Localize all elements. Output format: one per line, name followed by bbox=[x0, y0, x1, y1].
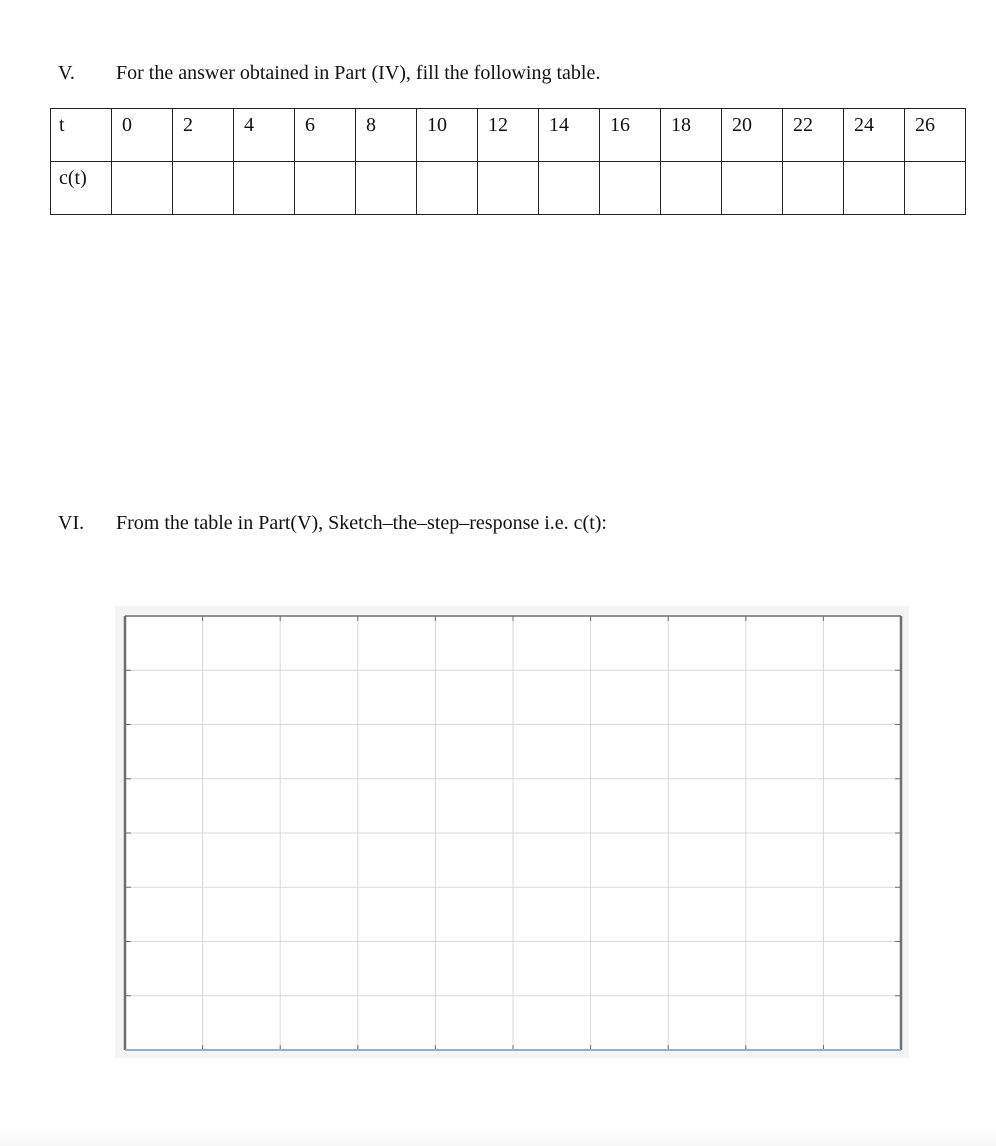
ct-cell-6[interactable] bbox=[295, 162, 356, 215]
t-cell-18: 18 bbox=[661, 109, 722, 162]
ct-row-label: c(t) bbox=[51, 162, 112, 215]
ct-cell-10[interactable] bbox=[417, 162, 478, 215]
ct-cell-8[interactable] bbox=[356, 162, 417, 215]
t-cell-10: 10 bbox=[417, 109, 478, 162]
part-vi-instruction: From the table in Part(V), Sketch–the–step–response i.e. c(t): bbox=[116, 512, 607, 534]
ct-cell-12[interactable] bbox=[478, 162, 539, 215]
t-cell-4: 4 bbox=[234, 109, 295, 162]
t-cell-22: 22 bbox=[783, 109, 844, 162]
t-row-label: t bbox=[51, 109, 112, 162]
ct-row bbox=[51, 162, 966, 215]
part-vi-number: VI. bbox=[58, 512, 85, 534]
ct-cell-16[interactable] bbox=[600, 162, 661, 215]
t-cell-26: 26 bbox=[905, 109, 966, 162]
ct-cell-0[interactable] bbox=[112, 162, 173, 215]
t-cell-20: 20 bbox=[722, 109, 783, 162]
ct-cell-26[interactable] bbox=[905, 162, 966, 215]
ct-cell-20[interactable] bbox=[722, 162, 783, 215]
t-cell-14: 14 bbox=[539, 109, 600, 162]
ct-cell-2[interactable] bbox=[173, 162, 234, 215]
blank-sketch-plot[interactable] bbox=[115, 606, 909, 1058]
ct-cell-18[interactable] bbox=[661, 162, 722, 215]
t-row bbox=[51, 109, 966, 162]
ct-cell-4[interactable] bbox=[234, 162, 295, 215]
t-cell-12: 12 bbox=[478, 109, 539, 162]
t-cell-8: 8 bbox=[356, 109, 417, 162]
t-cell-0: 0 bbox=[112, 109, 173, 162]
t-cell-6: 6 bbox=[295, 109, 356, 162]
t-cell-16: 16 bbox=[600, 109, 661, 162]
t-cell-24: 24 bbox=[844, 109, 905, 162]
page-bottom-edge bbox=[0, 1128, 996, 1146]
response-table bbox=[50, 108, 966, 215]
part-v-instruction: For the answer obtained in Part (IV), fill the following table. bbox=[116, 62, 601, 84]
ct-cell-14[interactable] bbox=[539, 162, 600, 215]
ct-cell-22[interactable] bbox=[783, 162, 844, 215]
ct-cell-24[interactable] bbox=[844, 162, 905, 215]
part-v-number: V. bbox=[58, 62, 75, 84]
t-cell-2: 2 bbox=[173, 109, 234, 162]
